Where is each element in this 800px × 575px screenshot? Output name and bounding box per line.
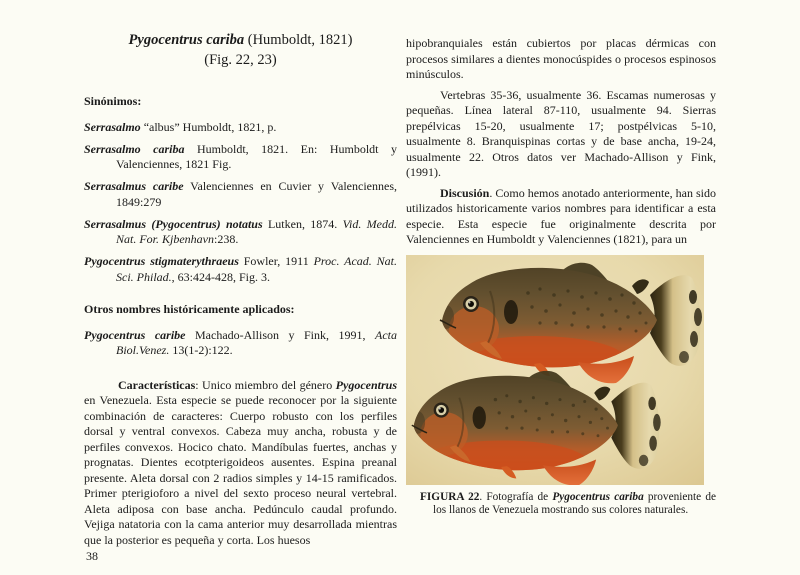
other-names-heading: Otros nombres históricamente aplicados: xyxy=(84,302,295,316)
caracteristicas-paragraph: Características: Unico miembro del género Pygocentrus en Venezuela. Esta especie se puede reconocer por la siguiente combinación de caracteres: Cuerpo robusto con los perfiles dorsal y ventral convexos. Cabeza muy ancha, robusta y de perfiles convexos. Hocico chato. Mandíbulas fuertes, anchas y prognatas. Dientes ecotpterigoideos ausentes. Espina preanal presente. Aleta dorsal con 2 radios simples y 14-15 ramificados. Primer pterigioforo a nivel del sexto proceso neural vertebral. Aleta adiposa con base ancha. Pedúnculo caudal profundo. Vejiga natatoria con la cama anterior muy desarrollada mientras que la posterior es pequeña y corta. Los huesos xyxy=(84,377,397,547)
left-column xyxy=(84,30,397,565)
title-authority: (Humboldt, 1821) xyxy=(244,32,353,48)
synonym-entry: Serrasalmus caribe Valenciennes en Cuvier y Valenciennes, 1849:279 xyxy=(84,179,397,209)
discusion-paragraph: Discusión. Como hemos anotado anteriormente, han sido utilizados historicamente varios nombres para identificar a esta especie. Esta especie fue originalmente descrita por Valenciennes en Humboldt y Valenciennes (1821), para un xyxy=(406,185,716,246)
other-name-entry: Pygocentrus caribe Machado-Allison y Fink, 1991, Acta Biol.Venez. 13(1-2):122. xyxy=(84,327,397,357)
synonyms-heading: Sinónimos: xyxy=(84,94,142,108)
synonym-entry: Serrasalmo cariba Humboldt, 1821. En: Humboldt y Valenciennes, 1821 Fig. xyxy=(84,141,398,171)
right-column xyxy=(406,36,716,529)
page-number: 38 xyxy=(86,549,98,563)
species-title: Pygocentrus cariba xyxy=(128,32,245,48)
piranha-photo-svg xyxy=(406,255,704,485)
figure-caption: FIGURA 22. Fotografía de Pygocentrus cariba proveniente de los llanos de Venezuela mostrando sus colores naturales. xyxy=(420,490,716,517)
title-fig-ref: (Fig. 22, 23) xyxy=(204,52,277,68)
synonym-entry: Pygocentrus stigmaterythraeus Fowler, 1911 Proc. Acad. Nat. Sci. Philad., 63:424-428, Fig. 3. xyxy=(84,254,397,284)
synonym-entry: Serrasalmo “albus” Humboldt, 1821, p. xyxy=(84,119,277,134)
page-title xyxy=(84,30,397,70)
synonym-entry: Serrasalmus (Pygocentrus) notatus Lutken, 1874. Vid. Medd. Nat. For. Kjbenhavn:238. xyxy=(84,216,397,246)
figure-22-photo xyxy=(406,255,704,485)
counts-paragraph: Vertebras 35-36, usualmente 36. Escamas numerosas y pequeñas. Línea lateral 87-110, usualmente 94. Sierras prepélvicas 15-20, usualmente 17; postpélvicas 5-10, usualmente 8. Branquispinas cortas y de base ancha, 19-24, usualmente 22. Otros datos ver Machado-Allison y Fink, (1991). xyxy=(406,87,716,179)
continuation-paragraph: hipobranquiales están cubiertos por placas dérmicas con procesos similares a dientes monocúspides o procesos espinosos minúsculos. xyxy=(406,36,716,81)
